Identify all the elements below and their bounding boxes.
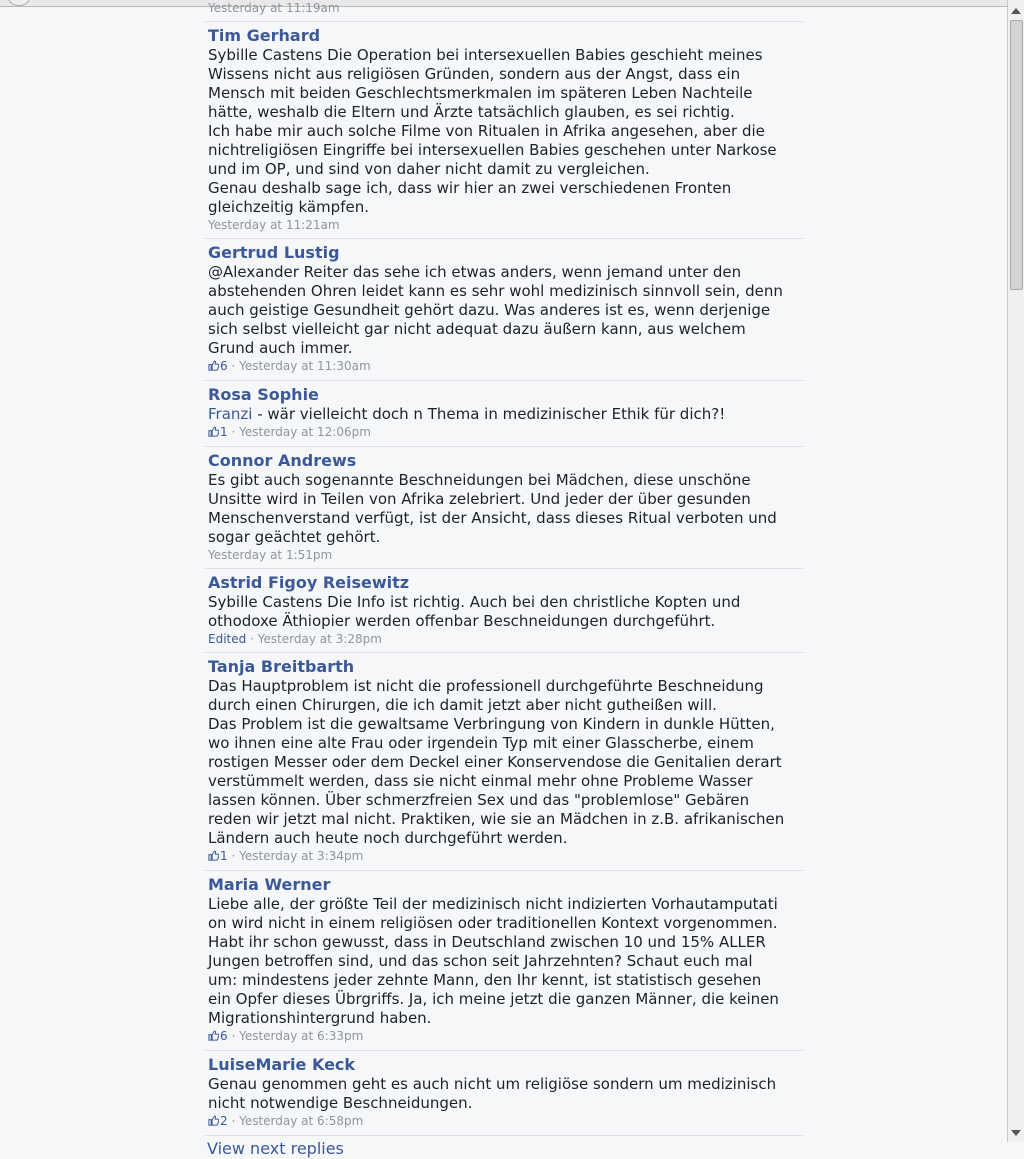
comment-text: [208, 405, 800, 424]
comment-author-link[interactable]: Connor Andrews: [208, 451, 357, 470]
comment-meta: [208, 1113, 800, 1131]
comment-author-link[interactable]: LuiseMarie Keck: [208, 1055, 356, 1074]
like-count[interactable]: [208, 1029, 228, 1043]
comment-text: [208, 677, 800, 848]
meta-separator: ·: [227, 359, 240, 373]
like-count[interactable]: [208, 1114, 228, 1128]
like-count-value: 1: [220, 425, 228, 439]
comments-list: [204, 22, 804, 1136]
meta-separator: ·: [227, 425, 240, 439]
comment-author-link[interactable]: Maria Werner: [208, 875, 331, 894]
comment-meta: [208, 848, 800, 866]
comment-item: [204, 653, 804, 871]
meta-separator: ·: [246, 632, 258, 646]
comment-body: Sybille Castens Die Info ist richtig. Auch bei den christliche Kopten und othodoxe Äthiopier werden offenbar Beschneidungen durchgeführt.: [208, 593, 741, 630]
comment-author-link[interactable]: Gertrud Lustig: [208, 243, 340, 262]
comment-thread: [204, 0, 804, 1159]
like-count[interactable]: [208, 359, 228, 373]
comment-meta: [208, 358, 800, 376]
comment-timestamp[interactable]: Yesterday at 11:19am: [208, 1, 340, 15]
comment-meta: [208, 547, 800, 564]
comment-body: Das Hauptproblem ist nicht die professionell durchgeführte Beschneidung durch einen Chirurgen, die ich damit jetzt aber nicht gutheißen will. Das Problem ist die gewaltsame Verbringung von Kindern in dunkle Hütten, wo ihnen eine alte Frau oder irgendein Typ mit einer Glasscherbe, einem rostigen Messer oder dem Deckel einer Konservendose die Genitalien derart verstümmelt werden, dass sie nicht einmal mehr ohne Probleme Wasser lassen können. Über schmerzfreien Sex und das "problemlose" Gebären reden wir jetzt mal nicht. Praktiken, wie sie an Mädchen in z.B. afrikanischen Ländern auch heute noch durchgeführt werden.: [208, 677, 785, 847]
thumbs-up-icon: [208, 425, 219, 442]
comment-timestamp[interactable]: Yesterday at 1:51pm: [208, 548, 333, 562]
like-count-value: 6: [220, 1029, 228, 1043]
comment-meta: [208, 631, 800, 648]
comment-meta: [208, 1028, 800, 1046]
mention-link[interactable]: Franzi: [208, 405, 253, 423]
thumbs-up-icon: [208, 849, 219, 866]
comment-body: Es gibt auch sogenannte Beschneidungen bei Mädchen, diese unschöne Unsitte wird in Teilen von Afrika zelebriert. Und jeder der über gesunden Menschenverstand verfügt, ist der Ansicht, dass dieses Ritual verboten und sogar geächtet gehört.: [208, 471, 777, 546]
like-count-value: 2: [220, 1114, 228, 1128]
comment-timestamp[interactable]: Yesterday at 6:58pm: [239, 1114, 364, 1128]
comment-text: [208, 46, 800, 217]
comment-text: [208, 895, 800, 1028]
meta-separator: ·: [227, 1029, 240, 1043]
thumbs-up-icon: [208, 359, 219, 376]
meta-separator: ·: [227, 849, 240, 863]
like-count-value: 1: [220, 849, 228, 863]
thumbs-up-icon: [208, 1114, 219, 1131]
comment-timestamp[interactable]: Yesterday at 3:34pm: [239, 849, 364, 863]
comment-body: - wär vielleicht doch n Thema in medizinischer Ethik für dich?!: [252, 405, 726, 423]
scrollbar-thumb[interactable]: [1010, 20, 1023, 290]
like-count[interactable]: [208, 425, 228, 439]
comment-timestamp[interactable]: Yesterday at 3:28pm: [257, 632, 382, 646]
thumbs-up-icon: [208, 1029, 219, 1046]
comment-text: [208, 471, 800, 547]
comment-item: [204, 447, 804, 569]
meta-separator: ·: [227, 1114, 240, 1128]
comment-author-link[interactable]: Tim Gerhard: [208, 26, 321, 45]
comment-body: Genau genommen geht es auch nicht um religiöse sondern um medizinisch nicht notwendige Beschneidungen.: [208, 1075, 777, 1112]
comment-timestamp[interactable]: Yesterday at 11:21am: [208, 218, 340, 232]
scroll-up-arrow-icon[interactable]: [1011, 8, 1021, 14]
comment-meta: [208, 217, 800, 234]
scroll-down-arrow-icon[interactable]: [1011, 1130, 1021, 1136]
comment-item: [204, 239, 804, 381]
like-count[interactable]: [208, 849, 228, 863]
comment-meta: [208, 424, 800, 442]
comment-body: @Alexander Reiter das sehe ich etwas anders, wenn jemand unter den abstehenden Ohren leidet kann es sehr wohl medizinisch sinnvoll sein, denn auch geistige Gesundheit gehört dazu. Was anderes ist es, wenn derjenige sich selbst vielleicht gar nicht adequat dazu äußern kann, aus welchem Grund auch immer.: [208, 263, 783, 357]
comment-body: Sybille Castens Die Operation bei intersexuellen Babies geschieht meines Wissens nicht aus religiösen Gründen, sondern aus der Angst, dass ein Mensch mit beiden Geschlechtsmerkmalen im späteren Leben Nachteile hätte, weshalb die Eltern und Ärzte tatsächlich glauben, es sei richtig. Ich habe mir auch solche Filme von Ritualen in Afrika angesehen, aber die nichtreligiösen Eingriffe bei intersexuellen Babies geschehen unter Narkose und im OP, und sind von daher nicht damit zu vergleichen. Genau deshalb sage ich, dass wir hier an zwei verschiedenen Fronten gleichzeitig kämpfen.: [208, 46, 777, 216]
comment-timestamp[interactable]: Yesterday at 12:06pm: [239, 425, 371, 439]
comment-item: [204, 22, 804, 239]
comment-item: [204, 381, 804, 447]
comment-item: [204, 1051, 804, 1136]
comment-timestamp[interactable]: Yesterday at 11:30am: [239, 359, 371, 373]
comment-author-link[interactable]: Tanja Breitbarth: [208, 657, 355, 676]
comment-item: [204, 569, 804, 653]
comment-timestamp[interactable]: Yesterday at 6:33pm: [239, 1029, 364, 1043]
edited-label[interactable]: Edited: [208, 632, 247, 646]
comment-author-link[interactable]: Astrid Figoy Reisewitz: [208, 573, 410, 592]
comment-text: [208, 593, 800, 631]
comment-author-link[interactable]: Rosa Sophie: [208, 385, 319, 404]
browser-button-edge: [8, 0, 30, 6]
view-next-replies-link[interactable]: View next replies: [207, 1139, 344, 1158]
comment-body: Liebe alle, der größte Teil der medizinisch nicht indizierten Vorhautamputati on wird nicht in einem religiösen oder traditionellen Kontext vorgenommen. Habt ihr schon gewusst, dass in Deutschland zwischen 10 und 15% ALLER Jungen betroffen sind, und das schon seit Jahrzehnten? Schaut euch mal um: mindestens jeder zehnte Mann, den Ihr kennt, ist statistisch gesehen ein Opfer dieses Übrgriffs. Ja, ich meine jetzt die ganzen Männer, die keinen Migrationshintergrund haben.: [208, 895, 779, 1027]
previous-comment-footer: [204, 0, 804, 22]
like-count-value: 6: [220, 359, 228, 373]
comment-text: [208, 1075, 800, 1113]
comment-text: [208, 263, 800, 358]
comment-item: [204, 871, 804, 1051]
vertical-scrollbar[interactable]: [1007, 0, 1024, 1142]
